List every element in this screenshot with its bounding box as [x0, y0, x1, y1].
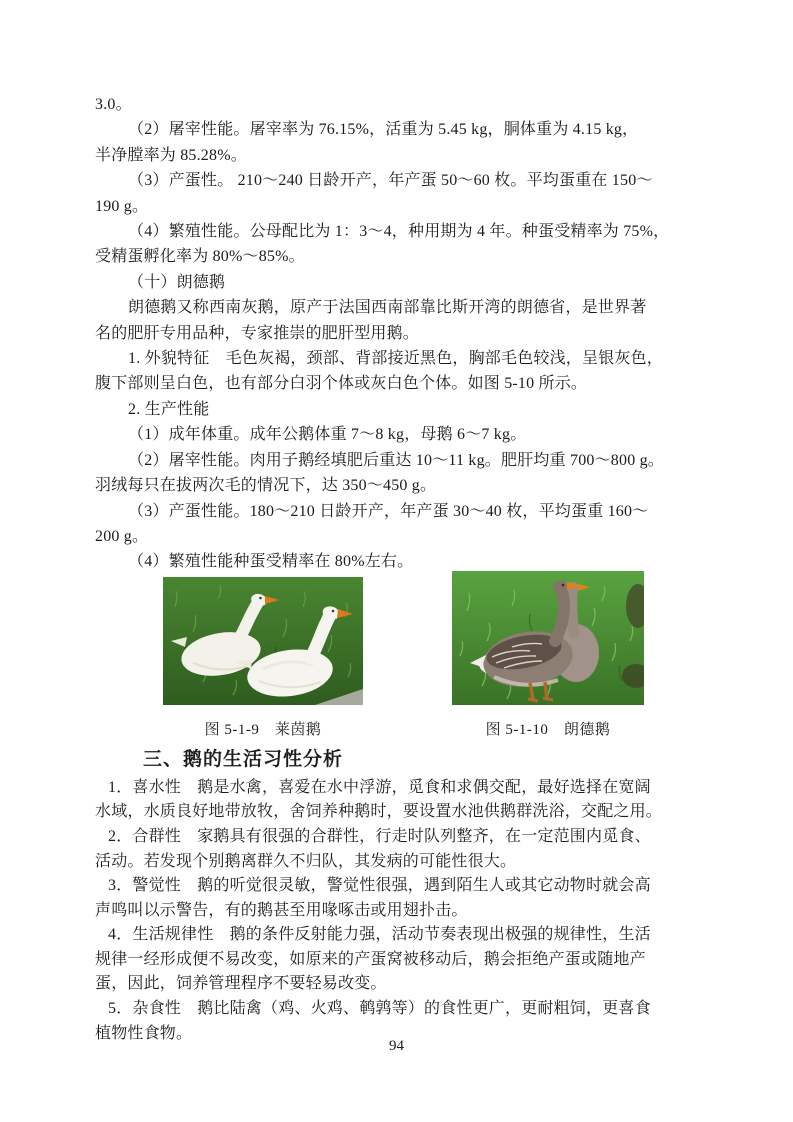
text-line: 朗德鹅又称西南灰鹅，原产于法国西南部靠比斯开湾的朗德省，是世界著 [128, 299, 647, 317]
text-line: 190 g。 [95, 197, 149, 215]
figure-landes-goose [452, 571, 644, 705]
text-line: 1. 外貌特征 毛色灰褐，颈部、背部接近黑色，胸部毛色较浅，呈银灰色， [128, 350, 664, 368]
text-line: 受精蛋孵化率为 80%～85%。 [95, 248, 305, 266]
text-line: 羽绒每只在拔两次毛的情况下，达 350～450 g。 [95, 477, 437, 495]
figure-rhine-goose [163, 577, 363, 705]
text-line: （4）繁殖性能种蛋受精率在 80%左右。 [128, 553, 414, 571]
text-line: 水域，水质良好地带放牧，舍饲养种鹅时，要设置水池供鹅群洗浴，交配之用。 [95, 803, 663, 821]
body-text-top [95, 92, 697, 575]
figure-caption-rhine: 图 5-1-9 莱茵鹅 [204, 721, 322, 738]
text-line: 5．杂食性 鹅比陆禽（鸡、火鸡、鹌鹑等）的食性更广，更耐粗饲，更喜食 [108, 1000, 651, 1018]
text-line: 活动。若发现个别鹅离群久不归队，其发病的可能性很大。 [95, 852, 517, 870]
text-line: （3）产蛋性能。180～210 日龄开产，年产蛋 30～40 枚，平均蛋重 160～ [128, 502, 649, 520]
text-line: 半净膛率为 85.28%。 [95, 146, 247, 164]
text-line: （3）产蛋性。 210～240 日龄开产，年产蛋 50～60 枚。平均蛋重在 150～ [128, 172, 653, 190]
text-line: 腹下部则呈白色，也有部分白羽个体或灰白色个体。如图 5-10 所示。 [95, 375, 588, 393]
text-line: 1．喜水性 鹅是水禽，喜爱在水中浮游，觅食和求偶交配，最好选择在宽阔 [108, 778, 651, 796]
text-line: （2）屠宰性能。屠宰率为 76.15%，活重为 5.45 kg，胴体重为 4.15 kg， [128, 121, 639, 139]
page-number: 94 [389, 1038, 404, 1054]
rhine-goose-photo [163, 577, 363, 705]
text-line: （4）繁殖性能。公母配比为 1：3～4，种用期为 4 年。种蛋受精率为 75%， [128, 223, 670, 241]
text-line: 4．生活规律性 鹅的条件反射能力强，活动节奏表现出极强的规律性，生活 [108, 926, 651, 944]
text-line: 规律一经形成便不易改变，如原来的产蛋窝被移动后，鹅会拒绝产蛋或随地产 [95, 950, 646, 968]
figure-caption-landes: 图 5-1-10 朗德鹅 [485, 721, 611, 738]
text-line: （2）屠宰性能。肉用子鹅经填肥后重达 10～11 kg。肥肝均重 700～800 g。 [128, 451, 665, 469]
text-line: 2. 生产性能 [128, 400, 210, 418]
text-line: 声鸣叫以示警告，有的鹅甚至用喙啄击或用翅扑击。 [95, 901, 468, 919]
text-line: 3.0。 [95, 96, 132, 113]
text-line: 3．警觉性 鹅的听觉很灵敏，警觉性很强，遇到陌生人或其它动物时就会高 [108, 877, 651, 895]
text-line: 200 g。 [95, 527, 149, 545]
section-heading: 三、鹅的生活习性分析 [143, 748, 344, 770]
figures-row [95, 577, 697, 711]
text-line: 植物性食物。 [95, 1024, 193, 1042]
text-line: （1）成年体重。成年公鹅体重 7～8 kg，母鹅 6～7 kg。 [128, 426, 527, 444]
text-line: （十）朗德鹅 [128, 273, 226, 291]
text-line: 名的肥肝专用品种，专家推崇的肥肝型用鹅。 [95, 324, 420, 342]
body-text-habits [95, 776, 697, 1047]
text-line: 蛋，因此，饲养管理程序不要轻易改变。 [95, 975, 387, 993]
text-line: 2．合群性 家鹅具有很强的合群性，行走时队列整齐，在一定范围内觅食、 [108, 827, 651, 845]
landes-goose-photo [452, 571, 644, 705]
captions-row [95, 719, 697, 741]
